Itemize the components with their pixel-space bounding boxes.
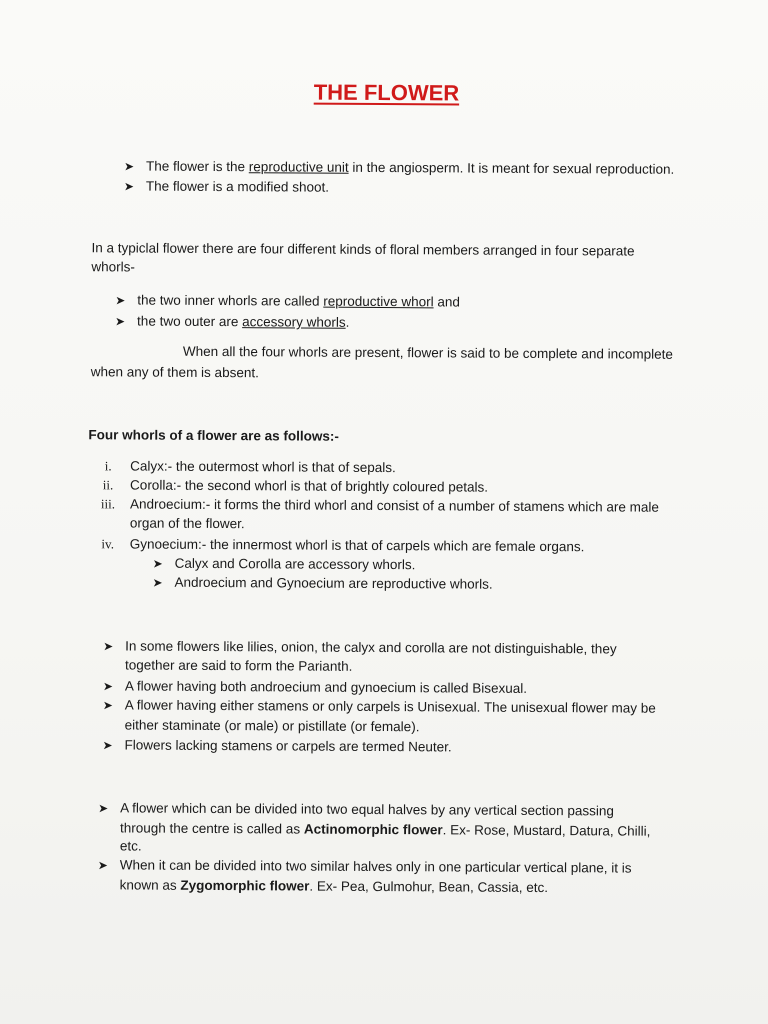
bullet-continuation: together are said to form the Parianth. [124,657,353,674]
bullet-line: ➤ A flower having both androecium and gynoecium is called Bisexual. [102,678,528,696]
list-item: iv. Gynoecium:- the innermost whorl is that of carpels which are female organs. [101,536,585,555]
bullet-arrow-icon: ➤ [103,639,114,654]
section-heading: Four whorls of a flower are as follows:- [88,427,339,444]
bullet-arrow-icon: ➤ [102,738,113,753]
bullet-arrow-icon: ➤ [102,698,113,713]
sub-bullet: ➤ Androecium and Gynoecium are reproductive whorls. [152,574,493,592]
intro-bullet: ➤ The flower is a modified shoot. [123,178,330,195]
intro-bullet: ➤ The flower is the reproductive unit in the angiosperm. It is meant for sexual reproduction. [123,158,675,177]
list-item: iii. Androecium:- it forms the third whorl and consist of a number of stamens which are male [100,496,659,515]
paragraph-complete-line1: When all the four whorls are present, flower is said to be complete and incomplete [182,343,673,362]
bullet-continuation: known as Zygomorphic flower. Ex- Pea, Gulmohur, Bean, Cassia, etc. [119,877,549,896]
document-content [3,0,768,896]
bullet-arrow-icon: ➤ [123,159,135,174]
sub-bullet: ➤ Calyx and Corolla are accessory whorls. [152,555,416,573]
list-item: i. Calyx:- the outermost whorl is that of sepals. [104,458,396,476]
bullet-arrow-icon: ➤ [115,293,126,308]
bullet-arrow-icon: ➤ [152,575,163,590]
bullet-arrow-icon: ➤ [152,556,163,571]
bullet-line: ➤ A flower having either stamens or only carpels is Unisexual. The unisexual flower may be [102,697,656,716]
bullet-arrow-icon: ➤ [97,858,108,873]
bullet-arrow-icon: ➤ [102,679,113,694]
bullet-line: ➤ A flower which can be divided into two equal halves by any vertical section passing [98,800,614,819]
bullet-arrow-icon: ➤ [123,179,135,194]
paragraph-complete-line2: when any of them is absent. [90,364,259,381]
bullet-line: ➤ When it can be divided into two similar halves only in one particular vertical plane, it is [97,857,632,876]
bullet-arrow-icon: ➤ [115,314,126,329]
bullet-line: ➤ Flowers lacking stamens or carpels are termed Neuter. [102,737,452,755]
bullet-continuation: etc. [119,838,142,854]
page-title: THE FLOWER [313,79,460,106]
bullet-continuation: through the centre is called as Actinomorphic flower. Ex- Rose, Mustard, Datura, Chilli, [119,820,651,839]
bullet-arrow-icon: ➤ [98,801,109,816]
list-item-continuation: organ of the flower. [129,515,245,532]
bullet-continuation: either staminate (or male) or pistillate (or female). [124,717,420,735]
bullet-line: ➤ In some flowers like lilies, onion, the calyx and corolla are not distinguishable, they [103,638,617,657]
whorl-bullet: ➤ the two outer are accessory whorls. [115,313,350,330]
list-item: ii. Corolla:- the second whorl is that of brightly coloured petals. [102,477,489,495]
paragraph-floral-members: In a typiclal flower there are four different kinds of floral members arranged in four separate whorls- [91,240,635,275]
whorl-bullet: ➤ the two inner whorls are called reproductive whorl and [115,292,460,310]
